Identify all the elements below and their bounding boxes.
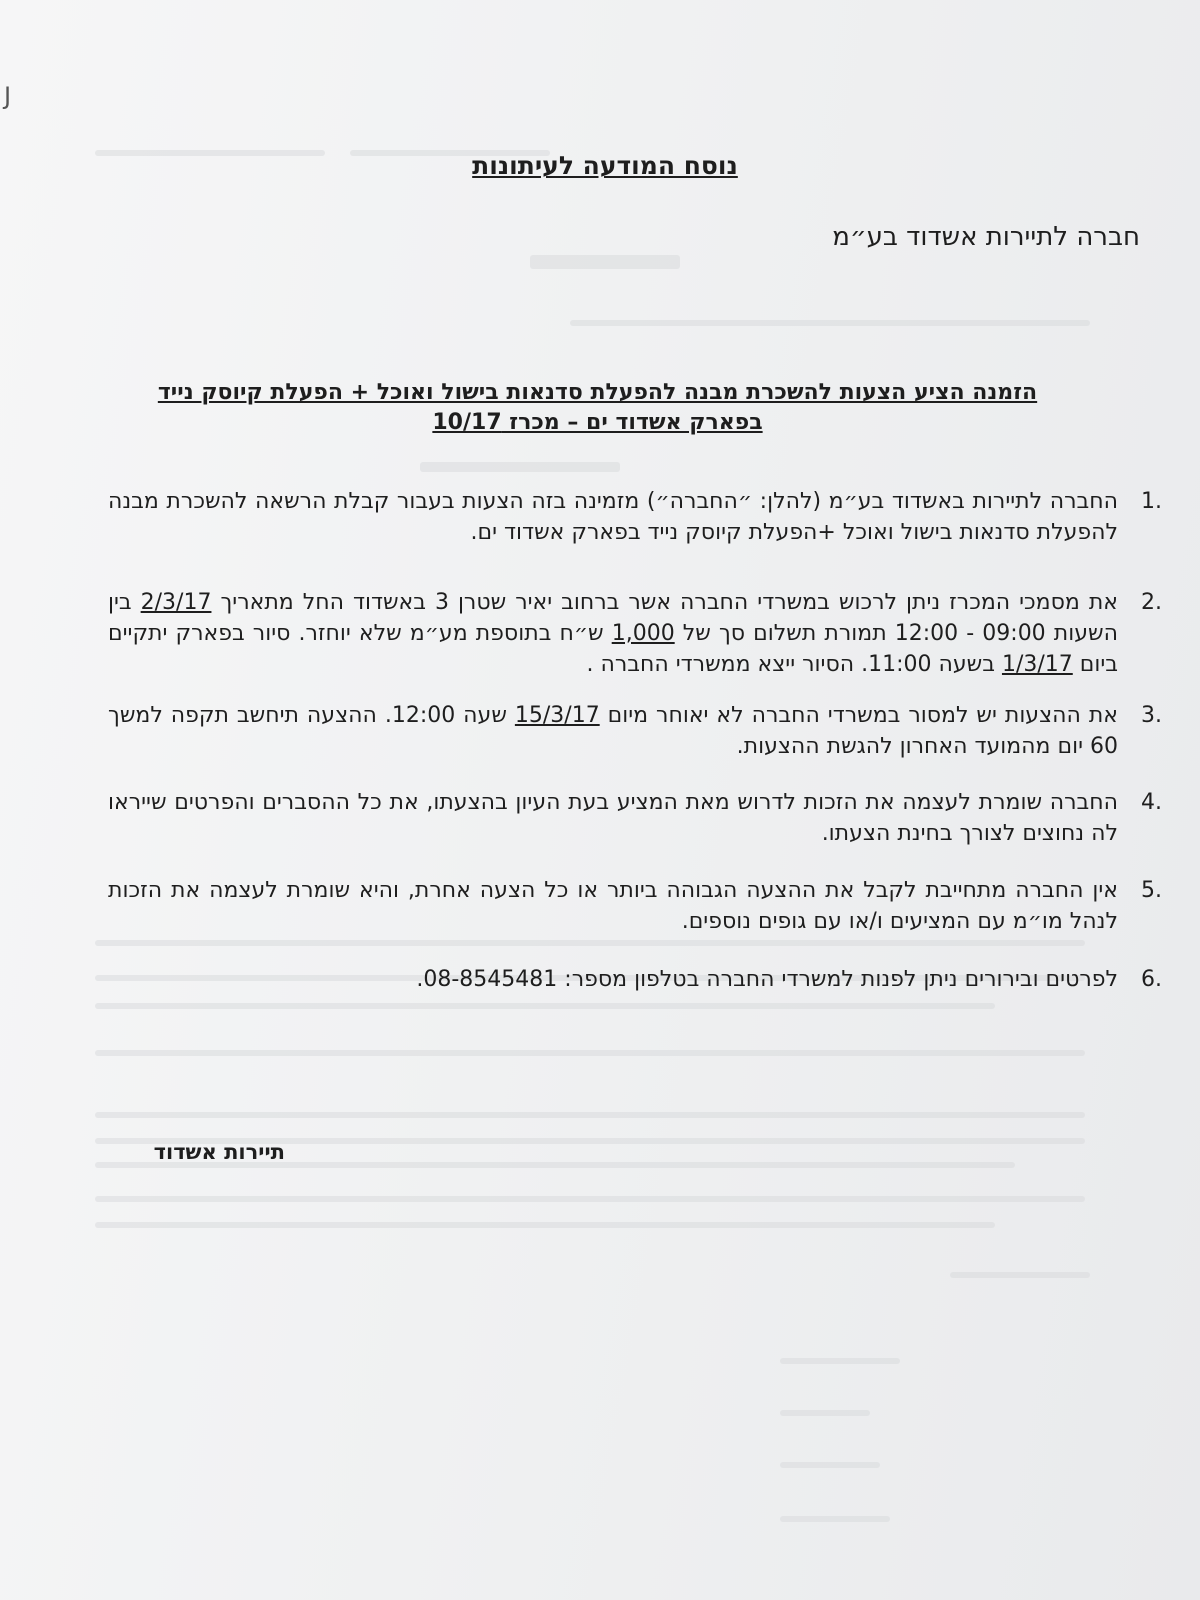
bleed-through-trace <box>420 462 620 472</box>
clause-item <box>108 587 1162 680</box>
signature: תיירות אשדוד <box>153 1140 285 1164</box>
clause-number: .2 <box>1141 590 1162 615</box>
clause-number: .6 <box>1141 967 1162 992</box>
clause-number: .4 <box>1141 790 1162 815</box>
bleed-through-trace <box>530 255 680 269</box>
clause-number: .1 <box>1141 489 1162 514</box>
clause-number: .3 <box>1141 703 1162 728</box>
bleed-through-trace <box>780 1462 880 1468</box>
document-title: נוסח המודעה לעיתונות <box>472 151 738 180</box>
purchase-fee: 1,000 <box>611 621 675 646</box>
clause-text <box>108 587 1118 680</box>
clause-text-part: ש״ח בתוספת מע״מ שלא יוחזר. סיור בפארק יתקיים ביום <box>108 621 1118 677</box>
tender-heading-line: הזמנה הציע הצעות להשכרת מבנה להפעלת סדנאות בישול ואוכל + הפעלת קיוסק נייד <box>157 380 1038 405</box>
tender-heading-line: בפארק אשדוד ים – מכרז 10/17 <box>432 410 763 435</box>
bleed-through-trace <box>950 1272 1090 1278</box>
clause-text-part: בין השעות 09:00 - 12:00 תמורת תשלום סך של <box>108 590 1118 646</box>
clause-text: לפרטים ובירורים ניתן לפנות למשרדי החברה בטלפון מספר: 08-8545481. <box>416 967 1118 992</box>
tour-date: 1/3/17 <box>1001 652 1073 677</box>
clause-item <box>108 486 1162 548</box>
bleed-through-trace <box>780 1358 900 1364</box>
corner-mark: J <box>4 82 12 110</box>
clause-text: אין החברה מתחייבת לקבל את ההצעה הגבוהה ביותר או כל הצעה אחרת, והיא שומרת לעצמה את הזכות לנהל מו״מ עם המציעים ו/או עם גופים נוספים. <box>108 878 1118 934</box>
bleed-through-trace <box>95 940 1085 946</box>
clause-text-part: בשעה 11:00. הסיור ייצא ממשרדי החברה . <box>586 652 995 677</box>
clause-text <box>108 700 1118 762</box>
tender-heading <box>130 378 1065 438</box>
bleed-through-trace <box>570 320 1090 326</box>
bleed-through-trace <box>95 1112 1085 1118</box>
bleed-through-trace <box>95 1196 1085 1202</box>
clause-text: החברה שומרת לעצמה את הזכות לדרוש מאת המציע בעת העיון בהצעתו, את כל ההסברים והפרטים שייראו לה נחוצים לצורך בחינת הצעתו. <box>108 790 1118 846</box>
bleed-through-trace <box>95 1222 995 1228</box>
clause-text: החברה לתיירות באשדוד בע״מ (להלן: ״החברה״) מזמינה בזה הצעות בעבור קבלת הרשאה להשכרת מבנה להפעלת סדנאות בישול ואוכל +הפעלת קיוסק נייד בפארק אשדוד ים. <box>108 489 1118 545</box>
clause-text-part: את מסמכי המכרז ניתן לרכוש במשרדי החברה אשר ברחוב יאיר שטרן 3 באשדוד החל מתאריך <box>220 590 1118 615</box>
bleed-through-trace <box>95 1050 1085 1056</box>
clause-item <box>108 787 1162 849</box>
bleed-through-trace <box>95 1003 995 1009</box>
bleed-through-trace <box>780 1516 890 1522</box>
submission-deadline: 15/3/17 <box>514 703 600 728</box>
clause-item <box>108 700 1162 762</box>
clause-text-part: את ההצעות יש למסור במשרדי החברה לא יאוחר מיום <box>607 703 1118 728</box>
clause-text-part: שעה 12:00. ההצעה תיחשב תקפה למשך 60 יום מהמועד האחרון להגשת ההצעות. <box>108 703 1118 759</box>
purchase-date: 2/3/17 <box>140 590 212 615</box>
clause-item <box>108 964 1162 995</box>
company-name: חברה לתיירות אשדוד בע״מ <box>832 222 1140 252</box>
clause-number: .5 <box>1141 878 1162 903</box>
bleed-through-trace <box>780 1410 870 1416</box>
clause-item <box>108 875 1162 937</box>
